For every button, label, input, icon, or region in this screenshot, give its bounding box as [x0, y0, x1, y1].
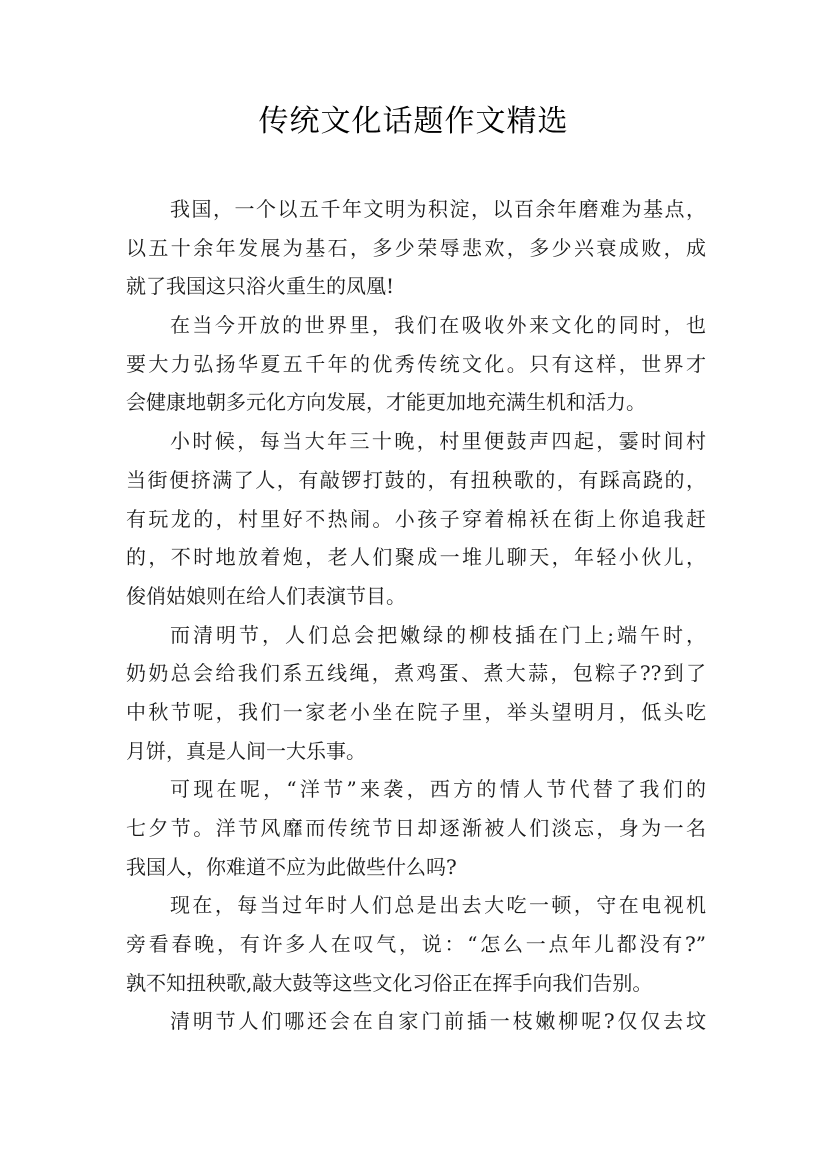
text-line: 而清明节，人们总会把嫩绿的柳枝插在门上;端午时，: [170, 622, 706, 647]
document-title: 传统文化话题作文精选: [258, 104, 569, 139]
document-body: [126, 190, 706, 1041]
paragraph: [126, 422, 706, 615]
paragraph: [126, 616, 706, 771]
text-line: 奶奶总会给我们系五线绳，煮鸡蛋、煮大蒜，包粽子??到了: [126, 661, 706, 686]
text-line: 俊俏姑娘则在给人们表演节目。: [126, 583, 406, 608]
text-line: 在当今开放的世界里，我们在吸收外来文化的同时，也: [170, 313, 706, 338]
text-line: 现在，每当过年时人们总是出去大吃一顿，守在电视机: [170, 893, 706, 918]
text-line: 有玩龙的，村里好不热闹。小孩子穿着棉袄在街上你追我赶: [126, 506, 706, 531]
text-line: 我国，一个以五千年文明为积淀，以百余年磨难为基点，: [170, 197, 706, 221]
text-line: 以五十余年发展为基石，多少荣辱悲欢，多少兴衰成败，成: [126, 235, 706, 260]
paragraph: [126, 1002, 706, 1041]
text-line: 要大力弘扬华夏五千年的优秀传统文化。只有这样，世界才: [126, 351, 706, 376]
text-line: 清明节人们哪还会在自家门前插一枝嫩柳呢?仅仅去坟: [170, 1009, 706, 1034]
text-line: 当街便挤满了人，有敲锣打鼓的，有扭秧歌的，有踩高跷的，: [126, 467, 706, 492]
text-line: 会健康地朝多元化方向发展，才能更加地充满生机和活力。: [126, 390, 646, 415]
text-line: 七夕节。洋节风靡而传统节日却逐渐被人们淡忘，身为一名: [126, 816, 706, 840]
paragraph: [126, 770, 706, 886]
paragraph: [126, 190, 706, 306]
text-line: 我国人，你难道不应为此做些什么吗?: [126, 854, 457, 879]
paragraph: [126, 886, 706, 1002]
paragraph: [126, 306, 706, 422]
text-line: 月饼，真是人间一大乐事。: [126, 738, 366, 763]
text-line: 的，不时地放着炮，老人们聚成一堆儿聊天，年轻小伙儿，: [126, 545, 706, 570]
text-line: 旁看春晚，有许多人在叹气，说：“怎么一点年儿都没有?”: [126, 932, 706, 957]
text-line: 就了我国这只浴火重生的凤凰!: [126, 274, 395, 299]
text-line: 小时候，每当大年三十晚，村里便鼓声四起，霎时间村: [170, 429, 706, 454]
text-line: 孰不知扭秧歌,敲大鼓等这些文化习俗正在挥手向我们告别。: [126, 970, 653, 995]
text-line: 中秋节呢，我们一家老小坐在院子里，举头望明月，低头吃: [126, 699, 706, 724]
text-line: 可现在呢，“洋节”来袭，西方的情人节代替了我们的: [170, 777, 706, 802]
